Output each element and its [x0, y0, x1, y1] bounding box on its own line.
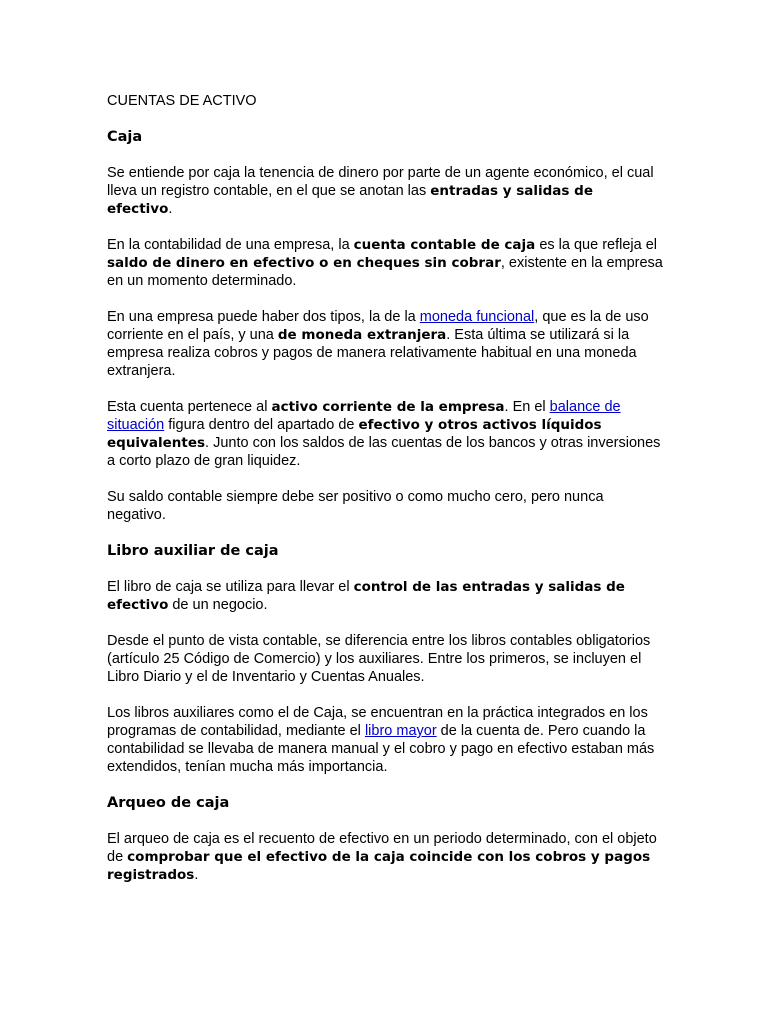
text-run: Los libros auxiliares como el de Caja, se encuentran en la práctica integrados en los programas de contabilidad, mediante el: [107, 705, 648, 739]
text-run: En la contabilidad de una empresa, la: [107, 237, 354, 253]
body-paragraph: [107, 632, 663, 686]
text-run: , existente en la empresa en un momento determinado.: [107, 255, 663, 289]
text-run: figura dentro del apartado de: [164, 417, 359, 433]
body-paragraph: [107, 164, 663, 218]
bold-emphasis: de moneda extranjera: [277, 327, 447, 343]
text-run: El libro de caja se utiliza para llevar el: [107, 579, 354, 595]
section-heading: Libro auxiliar de caja: [107, 543, 279, 559]
section-heading: Caja: [107, 129, 143, 145]
section-heading: Arqueo de caja: [107, 795, 230, 811]
inline-link[interactable]: balance de situación: [107, 399, 621, 433]
text-run: .: [168, 201, 173, 217]
bold-emphasis: saldo de dinero en efectivo o en cheques sin cobrar: [107, 255, 501, 271]
text-run: , que es la de uso corriente en el país, y una: [107, 309, 649, 343]
text-run: Esta cuenta pertenece al: [107, 399, 272, 415]
body-paragraph: [107, 236, 663, 290]
bold-emphasis: activo corriente de la empresa: [271, 399, 505, 415]
text-run: Se entiende por caja la tenencia de dinero por parte de un agente económico, el cual lleva un registro contable, en el que se anotan las: [107, 165, 654, 199]
bold-emphasis: control de las entradas y salidas de efectivo: [107, 579, 625, 613]
document-body: [107, 128, 663, 884]
text-run: El arqueo de caja es el recuento de efectivo en un periodo determinado, con el objeto de: [107, 831, 657, 865]
text-run: de un negocio.: [168, 597, 268, 613]
text-run: .: [194, 867, 199, 883]
text-run: . En el: [504, 399, 550, 415]
bold-emphasis: cuenta contable de caja: [353, 237, 536, 253]
inline-link[interactable]: moneda funcional: [419, 309, 535, 325]
text-run: . Esta última se utilizará si la empresa realiza cobros y pagos de manera relativamente habitual en una moneda extranjera.: [107, 327, 637, 379]
body-paragraph: [107, 308, 663, 380]
bold-emphasis: comprobar que el efectivo de la caja coincide con los cobros y pagos registrados: [107, 849, 651, 883]
text-run: Su saldo contable siempre debe ser positivo o como mucho cero, pero nunca negativo.: [107, 489, 604, 523]
text-run: Desde el punto de vista contable, se diferencia entre los libros contables obligatorios (artículo 25 Código de Comercio) y los auxiliares. Entre los primeros, se incluyen el Libro Diario y el de Inventario y Cuentas Anuales.: [107, 633, 651, 685]
body-paragraph: [107, 704, 663, 776]
body-paragraph: [107, 488, 663, 524]
text-run: . Junto con los saldos de las cuentas de los bancos y otras inversiones a corto plazo de gran liquidez.: [107, 435, 661, 469]
bold-emphasis: entradas y salidas de efectivo: [107, 183, 593, 217]
text-run: En una empresa puede haber dos tipos, la de la: [107, 309, 420, 325]
body-paragraph: [107, 830, 663, 884]
text-run: de la cuenta de. Pero cuando la contabilidad se llevaba de manera manual y el cobro y pago en efectivo estaban más extendidos, tenían mucha más importancia.: [107, 723, 655, 775]
body-paragraph: [107, 578, 663, 614]
inline-link[interactable]: libro mayor: [364, 723, 437, 739]
body-paragraph: [107, 398, 663, 470]
bold-emphasis: efectivo y otros activos líquidos equivalentes: [107, 417, 602, 451]
text-run: es la que refleja el: [535, 237, 658, 253]
document-page: [107, 92, 663, 902]
document-title: CUENTAS DE ACTIVO: [107, 93, 257, 109]
